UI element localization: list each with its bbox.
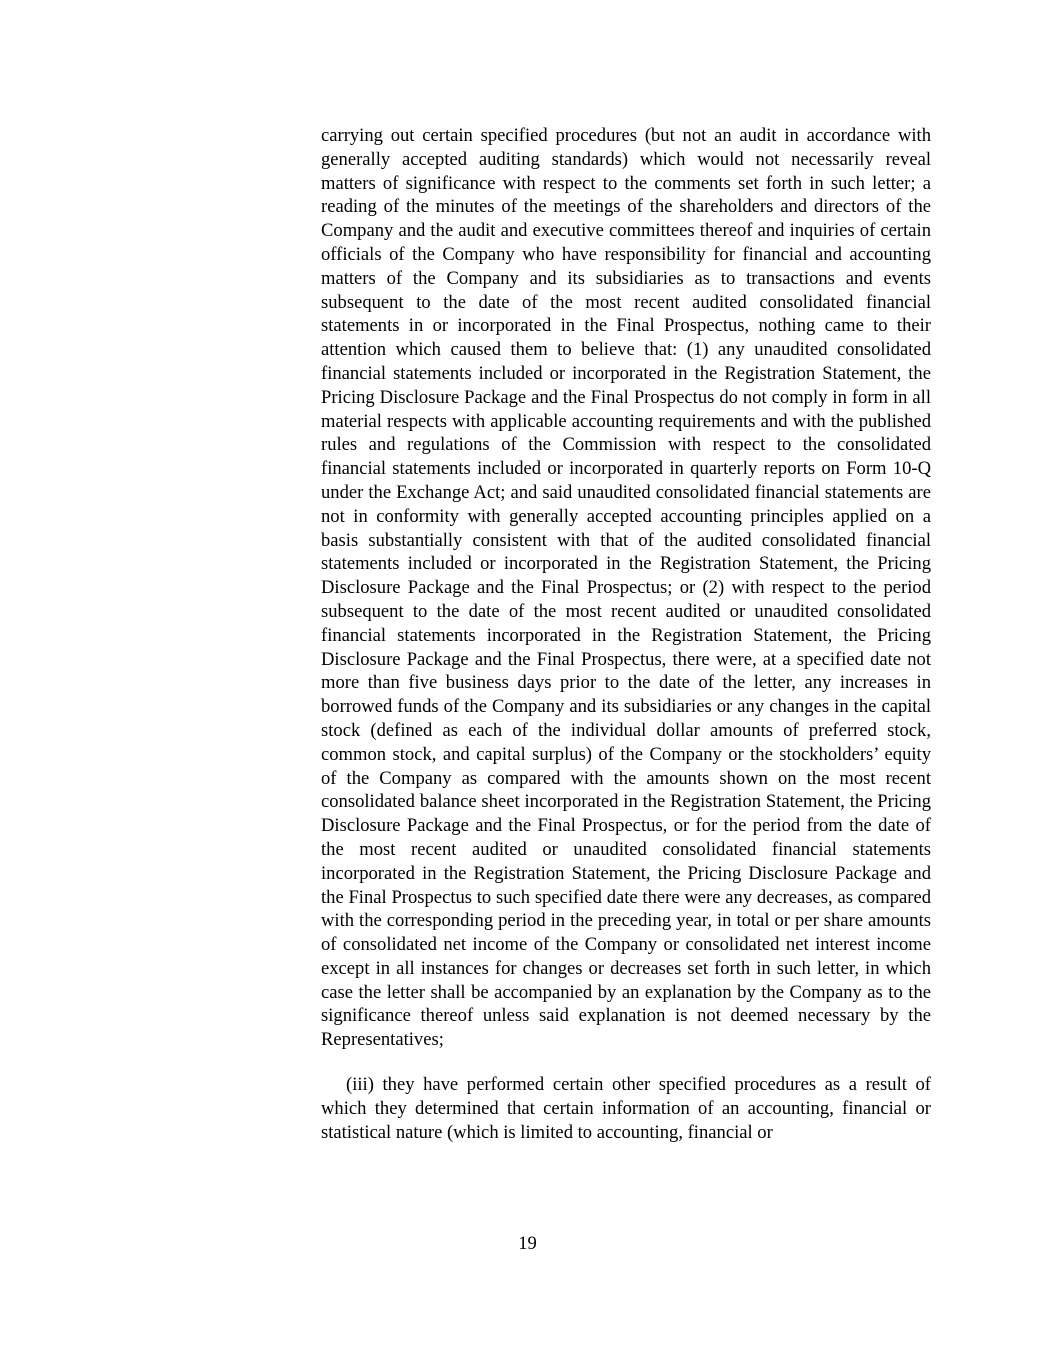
page-number: 19 (518, 1233, 537, 1254)
paragraph-iii: (iii) they have performed certain other specified procedures as a result of which they determined that certain information of an accounting, financial or statistical nature (which is limited to accounting, financial or (321, 1074, 931, 1143)
body-text (321, 124, 931, 1144)
paragraph-continuation: carrying out certain specified procedures (but not an audit in accordance with generally accepted auditing standards) which would not necessarily reveal matters of significance with respect to the comments set forth in such letter; a reading of the minutes of the meetings of the shareholders and directors of the Company and the audit and executive committees thereof and inquiries of certain officials of the Company who have responsibility for financial and accounting matters of the Company and its subsidiaries as to transactions and events subsequent to the date of the most recent audited consolidated financial statements in or incorporated in the Final Prospectus, nothing came to their attention which caused them to believe that: (1) any unaudited consolidated financial statements included or incorporated in the Registration Statement, the Pricing Disclosure Package and the Final Prospectus do not comply in form in all material respects with applicable accounting requirements and with the published rules and regulations of the Commission with respect to the consolidated financial statements included or incorporated in quarterly reports on Form 10-Q under the Exchange Act; and said unaudited consolidated financial statements are not in conformity with generally accepted accounting principles applied on a basis substantially consistent with that of the audited consolidated financial statements included or incorporated in the Registration Statement, the Pricing Disclosure Package and the Final Prospectus; or (2) with respect to the period subsequent to the date of the most recent audited or unaudited consolidated financial statements incorporated in the Registration Statement, the Pricing Disclosure Package and the Final Prospectus, there were, at a specified date not more than five business days prior to the date of the letter, any increases in borrowed funds of the Company and its subsidiaries or any changes in the capital stock (defined as each of the individual dollar amounts of preferred stock, common stock, and capital surplus) of the Company or the stockholders’ equity of the Company as compared with the amounts shown on the most recent consolidated balance sheet incorporated in the Registration Statement, the Pricing Disclosure Package and the Final Prospectus, or for the period from the date of the most recent audited or unaudited consolidated financial statements incorporated in the Registration Statement, the Pricing Disclosure Package and the Final Prospectus to such specified date there were any decreases, as compared with the corresponding period in the preceding year, in total or per share amounts of consolidated net income of the Company or consolidated net interest income except in all instances for changes or decreases set forth in such letter, in which case the letter shall be accompanied by an explanation by the Company as to the significance thereof unless said explanation is not deemed necessary by the Representatives; (321, 125, 931, 1051)
